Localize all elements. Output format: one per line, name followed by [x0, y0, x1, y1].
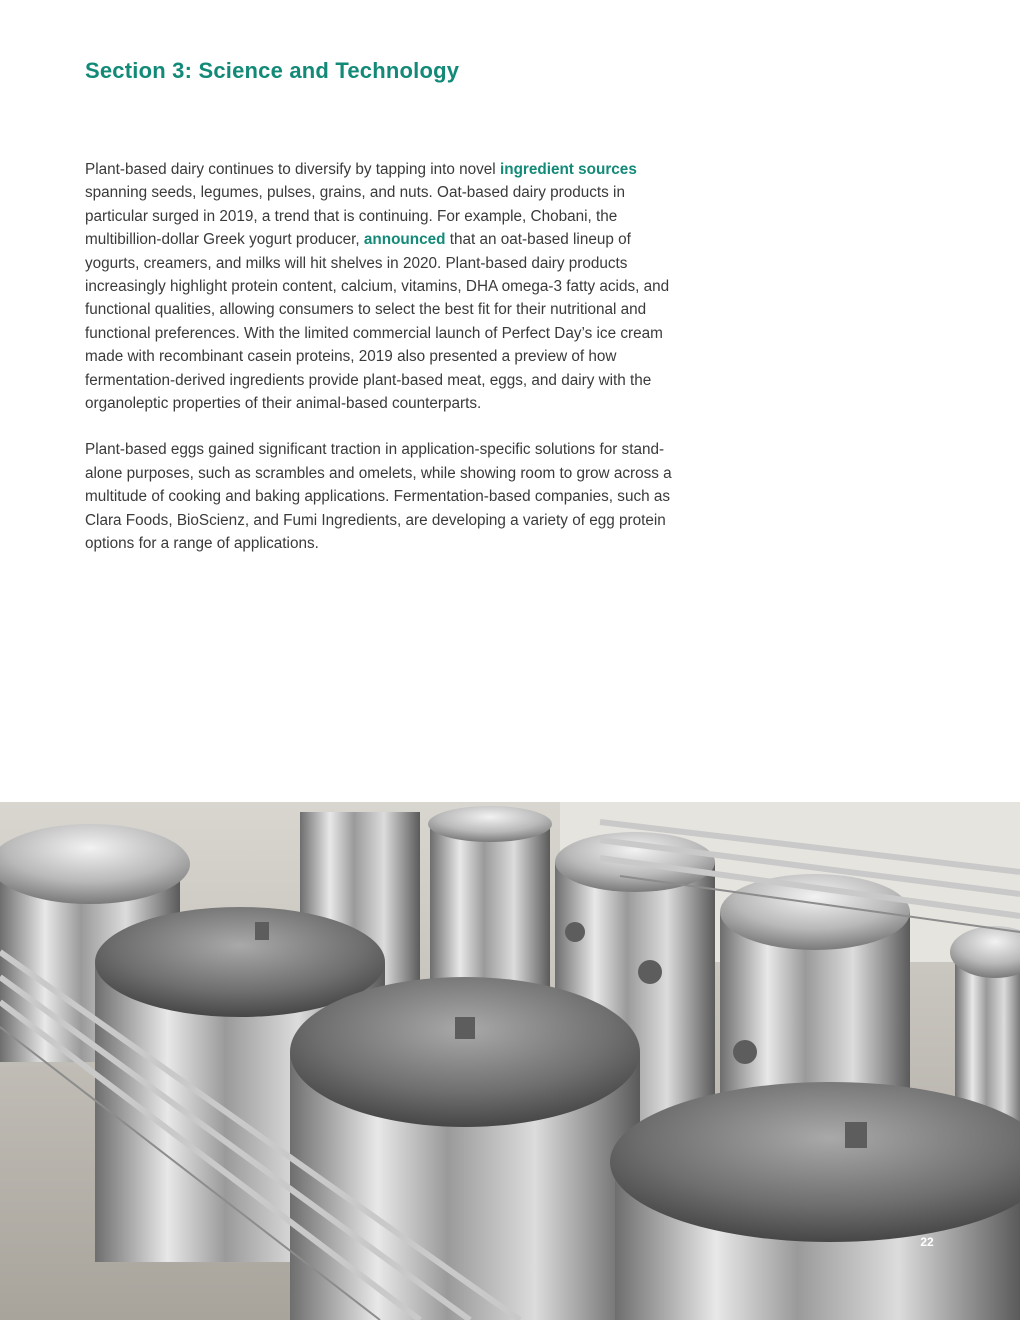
ingredient-sources-link[interactable]: ingredient sources — [499, 161, 637, 178]
paragraph-text: spanning seeds, legumes, pulses, grains, and nuts. Oat-based dairy products in particular surged in 2019, a trend that is continuing. For example, Chobani, the multibillion-dollar Greek yogurt producer, — [85, 184, 625, 249]
paragraph-dairy — [85, 158, 685, 415]
section-title: Section 3: Science and Technology — [85, 58, 460, 83]
body-text — [85, 158, 685, 579]
paragraph-text: Plant-based dairy continues to diversify by tapping into novel — [85, 161, 500, 178]
announced-link[interactable]: announced — [363, 231, 446, 249]
page-number: 22 — [920, 1235, 934, 1249]
paragraph-text: that an oat-based lineup of yogurts, creamers, and milks will hit shelves in 2020. Plant-based dairy products increasingly highlight protein content, calcium, vitamins, DHA omega-3 fatty acids, and functional qualities, allowing consumers to select the best fit for their nutritional and functional preferences. With the limited commercial launch of Perfect Day’s ice cream made with recombinant casein proteins, 2019 also presented a preview of how fermentation-derived ingredients provide plant-based meat, eggs, and dairy with the organoleptic properties of their animal-based counterparts. — [85, 231, 670, 413]
fermentation-tanks-photo — [0, 802, 1020, 1320]
paragraph-eggs: Plant-based eggs gained significant traction in application-specific solutions for stand-alone purposes, such as scrambles and omelets, while showing room to grow across a multitude of cooking and baking applications. Fermentation-based companies, such as Clara Foods, BioScienz, and Fumi Ingredients, are developing a variety of egg protein options for a range of applications. — [85, 441, 672, 553]
